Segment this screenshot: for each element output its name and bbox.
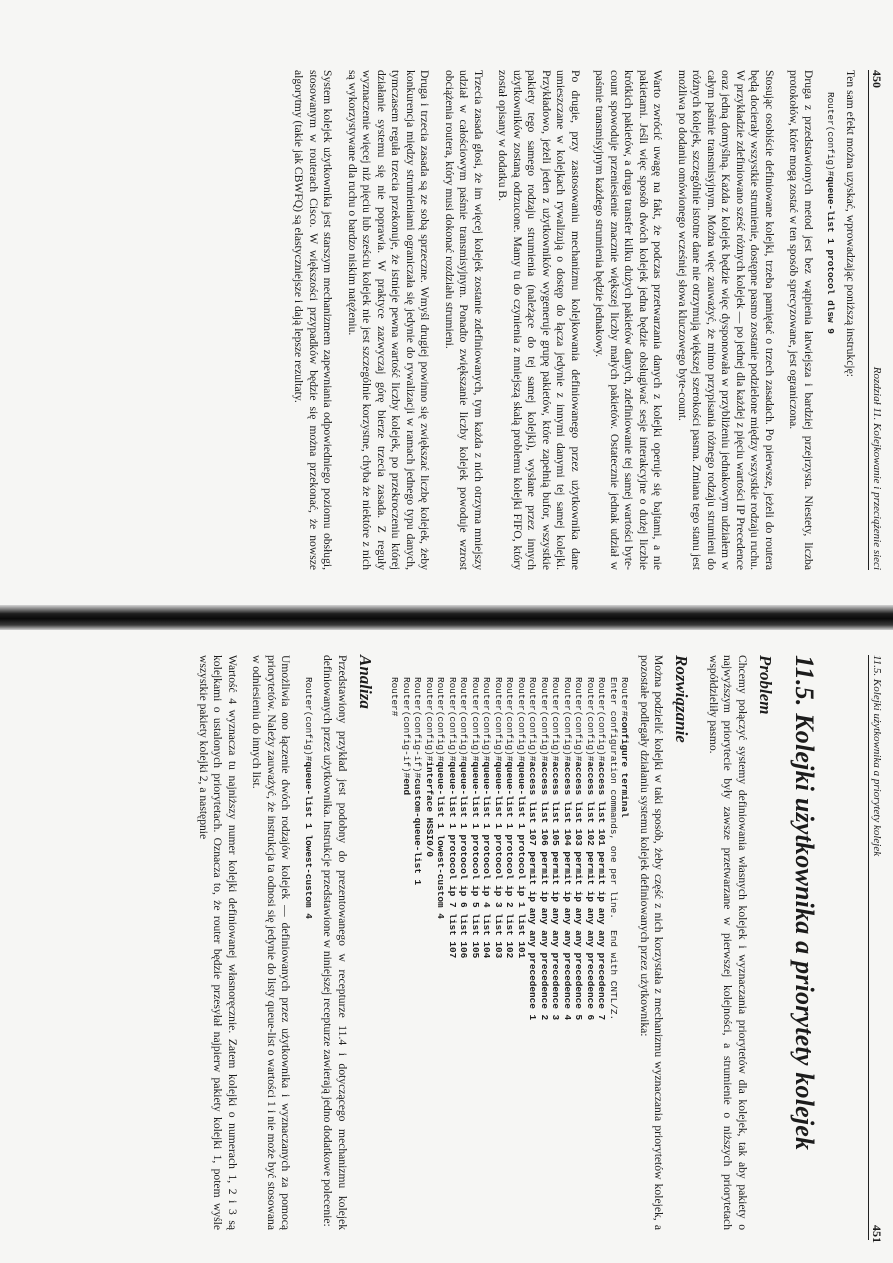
paragraph: Wartość 4 wyznacza tu najniższy numer kolejki definiowanej własnoręcznie. Zatem kolejki o numerach 1, 2 i 3 są kolejkami o ustalonych priorytetach. Oznacza to, że router będzie przesyłał najpierw pakiety kolejki 1, potem wyśle wszystkie pakiety kolejki 2, a następnie [197, 655, 239, 1230]
right-text-column [186, 655, 850, 1230]
page-number: 451 [870, 1225, 884, 1243]
config-line: Router(config)#access list 105 permit ip any any precedence 3 [550, 677, 562, 1021]
analysis-code: Router(config)#queue-list 1 lowest-custom 4 [303, 677, 314, 919]
config-line: Router(config)#access list 106 permit ip any any precedence 2 [539, 677, 550, 1021]
config-code-block [389, 677, 631, 1230]
header-rule [868, 655, 869, 1240]
left-text-column [281, 70, 857, 570]
paragraph: Stosując osobiście definiowane kolejki, trzeba pamiętać o trzech zasadach. Po pierwsze, jeżeli do routera będą docierały wszystkie strumienie, dostępne pasmo zostanie podzielone między wszystkie rodzaju ruchu. W przykładzie zdefiniowano sześć różnych kolejek — po jednej dla każdej z pięciu wartości IP Precedence oraz jedną domyślną. Każda z kolejek będzie więc dysponowała w przybliżeniu jednakowym udziałem w całym paśmie transmisyjnym. Można więc zauważyć, że mimo przypisania różnego rodzaju strumieni do różnych kolejek, szczególnie istotne dane nie otrzymują większej szerokości pasma. Zmiana tego stanu jest możliwa po dodaniu omówionego wcześniej słowa kluczowego byte-count. [676, 70, 776, 570]
config-line: Router(config)#queue-list 1 protocol ip 1 list 101 [516, 677, 527, 959]
problem-text: Chcemy połączyć systemy definiowania własnych kolejek i wyznaczania priorytetów dla kolejek, tak aby pakiety o najwyższym priorytecie były zawsze przetwarzane w pierwszej kolejności, a strumienie o niższych priorytetach współdzieliły pasmo. [707, 655, 749, 1230]
analysis-heading: Analiza [356, 655, 375, 709]
running-head: 11.5. Kolejki użytkownika a priorytety kolejek [871, 655, 883, 857]
config-line: Router(config)#queue-list 1 protocol ip 7 list 107 [447, 677, 458, 959]
config-line: Router(config-if)#custom-queue-list 1 [412, 677, 424, 886]
config-line: Router#configure terminal [619, 677, 631, 818]
code-snippet: Router(config)#queue-list 1 protocol dlsw 9 [825, 92, 837, 334]
left-page [0, 0, 893, 605]
config-line: Router(config)#queue-list 1 protocol ip 2 list 102 [504, 677, 516, 959]
config-line: Router(config)#queue-list 1 lowest-custom 4 [435, 677, 447, 919]
section-title: 11.5. Kolejki użytkownika a priorytety kolejek [790, 655, 819, 1151]
config-line: Router(config)#interface HSSI0/0 [424, 677, 435, 858]
page-number: 450 [870, 70, 884, 88]
config-line: Router(config)#access list 103 permit ip any any precedence 5 [573, 677, 585, 1021]
paragraph: Umożliwia ono łączenie dwóch rodzajów kolejek — definiowanych przez użytkownika i wyznaczanych za pomocą priorytetów. Należy zauważyć, że instrukcja ta odnosi się jedynie do listy queue-list o wartości 1 i nie może być stosowana w odniesieniu do innych list. [250, 655, 293, 1230]
running-head: Rozdział 11. Kolejkowanie i przeciążenie sieci [871, 366, 883, 570]
intro-paragraph: Ten sam efekt można uzyskać, wprowadzając poniższą instrukcję: [844, 70, 857, 377]
solution-heading: Rozwiązanie [672, 655, 692, 743]
book-gutter [0, 605, 893, 630]
solution-text: Można podzielić kolejki w taki sposób, żeby część z nich korzystała z mechanizmu wyznaczania priorytetów kolejek, a pozostałe podlegały działaniu systemu kolejek definiowanych przez użytkownika: [638, 655, 666, 1230]
config-line: Router(config)#access list 102 permit ip any any precedence 6 [585, 677, 596, 1021]
config-line: Router(config)#queue-list 1 protocol ip 3 list 103 [493, 677, 504, 959]
paragraph: System kolejek użytkownika jest starszym mechanizmem zapewniania odpowiedniego poziomu obsługi, stosowanym w routerach Cisco. W większości przypadków będzie się można przekonać, że nowsze algorytmy (takie jak CBWFQ) są elastyczniejsze i dają lepsze rezultaty. [292, 70, 335, 570]
problem-heading: Problem [756, 655, 775, 715]
paragraph: Warto zwrócić uwagę na fakt, że podczas przetwarzania danych z kolejki operuje się bajtami, a nie pakietami. Jeśli więc sposób dwóch kolejek jedna będzie obsługiwać sesje interakcyjne o dużej liczbie krótkich pakietów, a druga transfer kilku dużych pakietów danych, zdefiniowanie tej samej wartości byte-count spowoduje przeniesienie znacznie większej liczby małych pakietów. Ostatecznie jednak udział w paśmie transmisyjnym każdego strumienia będzie jednakowy. [593, 70, 665, 570]
paragraph: Po drugie, przy zastosowaniu mechanizmu kolejkowania definiowanego przez użytkownika dane umieszczane w kolejkach rywalizują o dostęp do łącza jedynie z innymi danymi tej samej kolejki. Przykładowo, jeżeli jeden z użytkowników wygeneruje grupę pakietów, które zapełnią bufor, wszystkie pakiety tego samego rodzaju strumienia (należące do tej samej kolejki), wysłane przez innych użytkowników zostaną odrzucone. Mamy tu do czynienia z mniejszą skalą problemu kolejki FIFO, który został opisany w dodatku B. [496, 70, 582, 570]
config-line: Enter configuration commands, one per line. End with CNTL/Z. [608, 677, 619, 1021]
config-line: Router(config)#access list 104 permit ip any any precedence 4 [562, 677, 573, 1021]
paragraph: Trzecia zasada głosi, że im więcej kolejek zostanie zdefiniowanych, tym każda z nich otrzyma mniejszy udział w całościowym paśmie transmisyjnym. Ponadto zwiększanie liczby kolejek powoduje wzrost obciążenia routera, który musi dokonać rozdziału strumieni. [443, 70, 485, 570]
paragraph: Druga i trzecia zasada są ze sobą sprzeczne. Wmyśl drugiej powinno się zwiększać liczbę kolejek, żeby konkurencja między strumieniami ograniczała się jedynie do rywalizacji w ramach jednego typu danych, tymczasem reguła trzecia przekonuje, że istnieje pewna wartość liczby kolejek, po przekroczeniu której działanie systemu się nie poprawia. W praktyce zazwyczaj górę bierze trzecia zasada. Z reguły wyznaczenie więcej niż pięciu lub sześciu kolejek nie jest szczególnie korzystne, chyba że niektóre z nich są wykorzystywane dla ruchu o bardzo niskim natężeniu. [346, 70, 432, 570]
config-line: Router(config)#access list 107 permit ip any any precedence 1 [527, 677, 539, 1021]
config-line: Router(config-if)#end [401, 677, 412, 796]
config-line: Router(config)#queue-list 1 protocol ip 4 list 104 [481, 677, 493, 959]
right-page [0, 630, 893, 1263]
config-line: Router(config)#queue-list 1 protocol ip 6 list 106 [458, 677, 470, 959]
header-rule [868, 70, 869, 570]
paragraph: Druga z przedstawionych metod jest bez wątpienia łatwiejsza i bardziej przejrzysta. Niestety, liczba protokołów, które mogą zostać w ten sposób sprecyzowane, jest ograniczona. [787, 70, 815, 570]
config-line: Router(config)#access list 101 permit ip any any precedence 7 [596, 677, 608, 1021]
config-line: Router# [389, 677, 401, 717]
analysis-text: Przedstawiony przykład jest podobny do prezentowanego w recepturze 11.4 i dotyczącego mechanizmu kolejek definiowanych przez użytkownika. Instrukcje przedstawione w niniejszej recepturze zawierają jedno dodatkowe polecenie: [321, 655, 349, 1230]
config-line: Router(config)#queue-list 1 protocol ip 5 list 105 [470, 677, 481, 959]
